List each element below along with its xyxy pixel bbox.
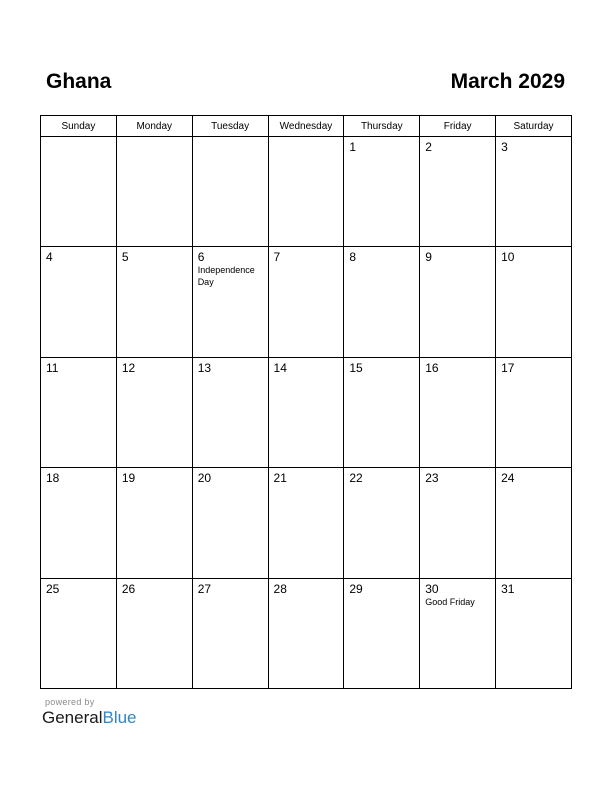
day-cell — [496, 137, 572, 247]
day-cell — [192, 578, 268, 688]
calendar-week-row — [41, 247, 572, 357]
calendar-grid — [40, 115, 572, 689]
calendar-week-row — [41, 578, 572, 688]
day-cell — [496, 247, 572, 357]
day-number: 26 — [121, 581, 136, 596]
day-number — [117, 137, 192, 140]
day-number: 22 — [349, 471, 363, 486]
calendar-body — [41, 137, 572, 689]
day-number: 27 — [197, 581, 212, 596]
day-cell — [420, 468, 496, 578]
day-cell — [344, 468, 420, 578]
powered-by-label: powered by — [45, 697, 95, 707]
day-cell — [192, 247, 268, 357]
day-number: 2 — [425, 140, 432, 154]
day-cell — [41, 357, 117, 467]
day-cell — [268, 468, 344, 578]
day-cell — [344, 137, 420, 247]
day-number: 1 — [349, 140, 357, 154]
holiday-label: Independence Day — [197, 265, 255, 288]
day-cell — [41, 578, 117, 688]
day-number: 25 — [46, 581, 60, 596]
day-cell — [420, 578, 496, 688]
brand-logo — [42, 708, 137, 727]
day-number — [193, 137, 268, 140]
day-cell — [496, 468, 572, 578]
day-number: 8 — [349, 250, 357, 265]
month-title: March 2029 — [450, 70, 565, 93]
day-number: 19 — [121, 471, 136, 486]
calendar-week-row — [41, 357, 572, 467]
day-number: 16 — [425, 360, 439, 375]
day-number: 30 — [425, 581, 439, 596]
day-cell — [420, 357, 496, 467]
empty-day-cell — [192, 137, 268, 247]
day-number: 5 — [121, 250, 129, 265]
weekday-saturday: Saturday — [496, 116, 572, 137]
weekday-wednesday: Wednesday — [268, 116, 344, 137]
day-cell — [116, 578, 192, 688]
day-number: 14 — [273, 360, 287, 375]
day-number: 23 — [425, 471, 439, 486]
country-title: Ghana — [46, 70, 112, 93]
day-number: 10 — [501, 250, 515, 265]
day-number: 20 — [197, 471, 212, 486]
day-cell — [420, 137, 496, 247]
day-cell — [344, 247, 420, 357]
day-number: 28 — [273, 581, 287, 596]
day-cell — [268, 247, 344, 357]
day-number: 11 — [46, 360, 59, 375]
weekday-sunday: Sunday — [41, 116, 117, 137]
day-number: 21 — [273, 471, 287, 486]
day-number: 9 — [425, 250, 432, 265]
day-cell — [268, 578, 344, 688]
day-cell — [344, 357, 420, 467]
holiday-label: Good Friday — [425, 596, 475, 607]
day-cell — [41, 247, 117, 357]
day-cell — [268, 357, 344, 467]
empty-day-cell — [268, 137, 344, 247]
day-number: 24 — [501, 471, 515, 486]
weekday-thursday: Thursday — [344, 116, 420, 137]
day-number: 29 — [349, 581, 363, 596]
day-number: 4 — [46, 250, 53, 265]
brand-name-general: General — [42, 708, 103, 727]
day-number: 31 — [501, 581, 515, 596]
weekday-tuesday: Tuesday — [192, 116, 268, 137]
day-cell — [116, 468, 192, 578]
brand-name-blue: Blue — [102, 708, 137, 727]
day-cell — [420, 247, 496, 357]
day-number — [269, 137, 344, 140]
day-number: 7 — [273, 250, 281, 265]
weekday-header-row — [41, 116, 572, 137]
day-number: 13 — [197, 360, 212, 375]
day-number: 18 — [46, 471, 60, 486]
day-cell — [192, 468, 268, 578]
day-number — [41, 137, 116, 140]
day-number: 3 — [501, 140, 508, 154]
day-cell — [344, 578, 420, 688]
day-cell — [116, 247, 192, 357]
calendar-week-row — [41, 137, 572, 247]
day-cell — [192, 357, 268, 467]
day-number: 17 — [501, 360, 515, 375]
weekday-monday: Monday — [116, 116, 192, 137]
day-number: 15 — [349, 360, 363, 375]
empty-day-cell — [41, 137, 117, 247]
day-number: 6 — [197, 250, 205, 265]
day-cell — [116, 357, 192, 467]
day-cell — [496, 357, 572, 467]
weekday-friday: Friday — [420, 116, 496, 137]
day-number: 12 — [121, 360, 136, 375]
footer-branding — [42, 697, 137, 728]
calendar-week-row — [41, 468, 572, 578]
day-cell — [41, 468, 117, 578]
day-cell — [496, 578, 572, 688]
empty-day-cell — [116, 137, 192, 247]
